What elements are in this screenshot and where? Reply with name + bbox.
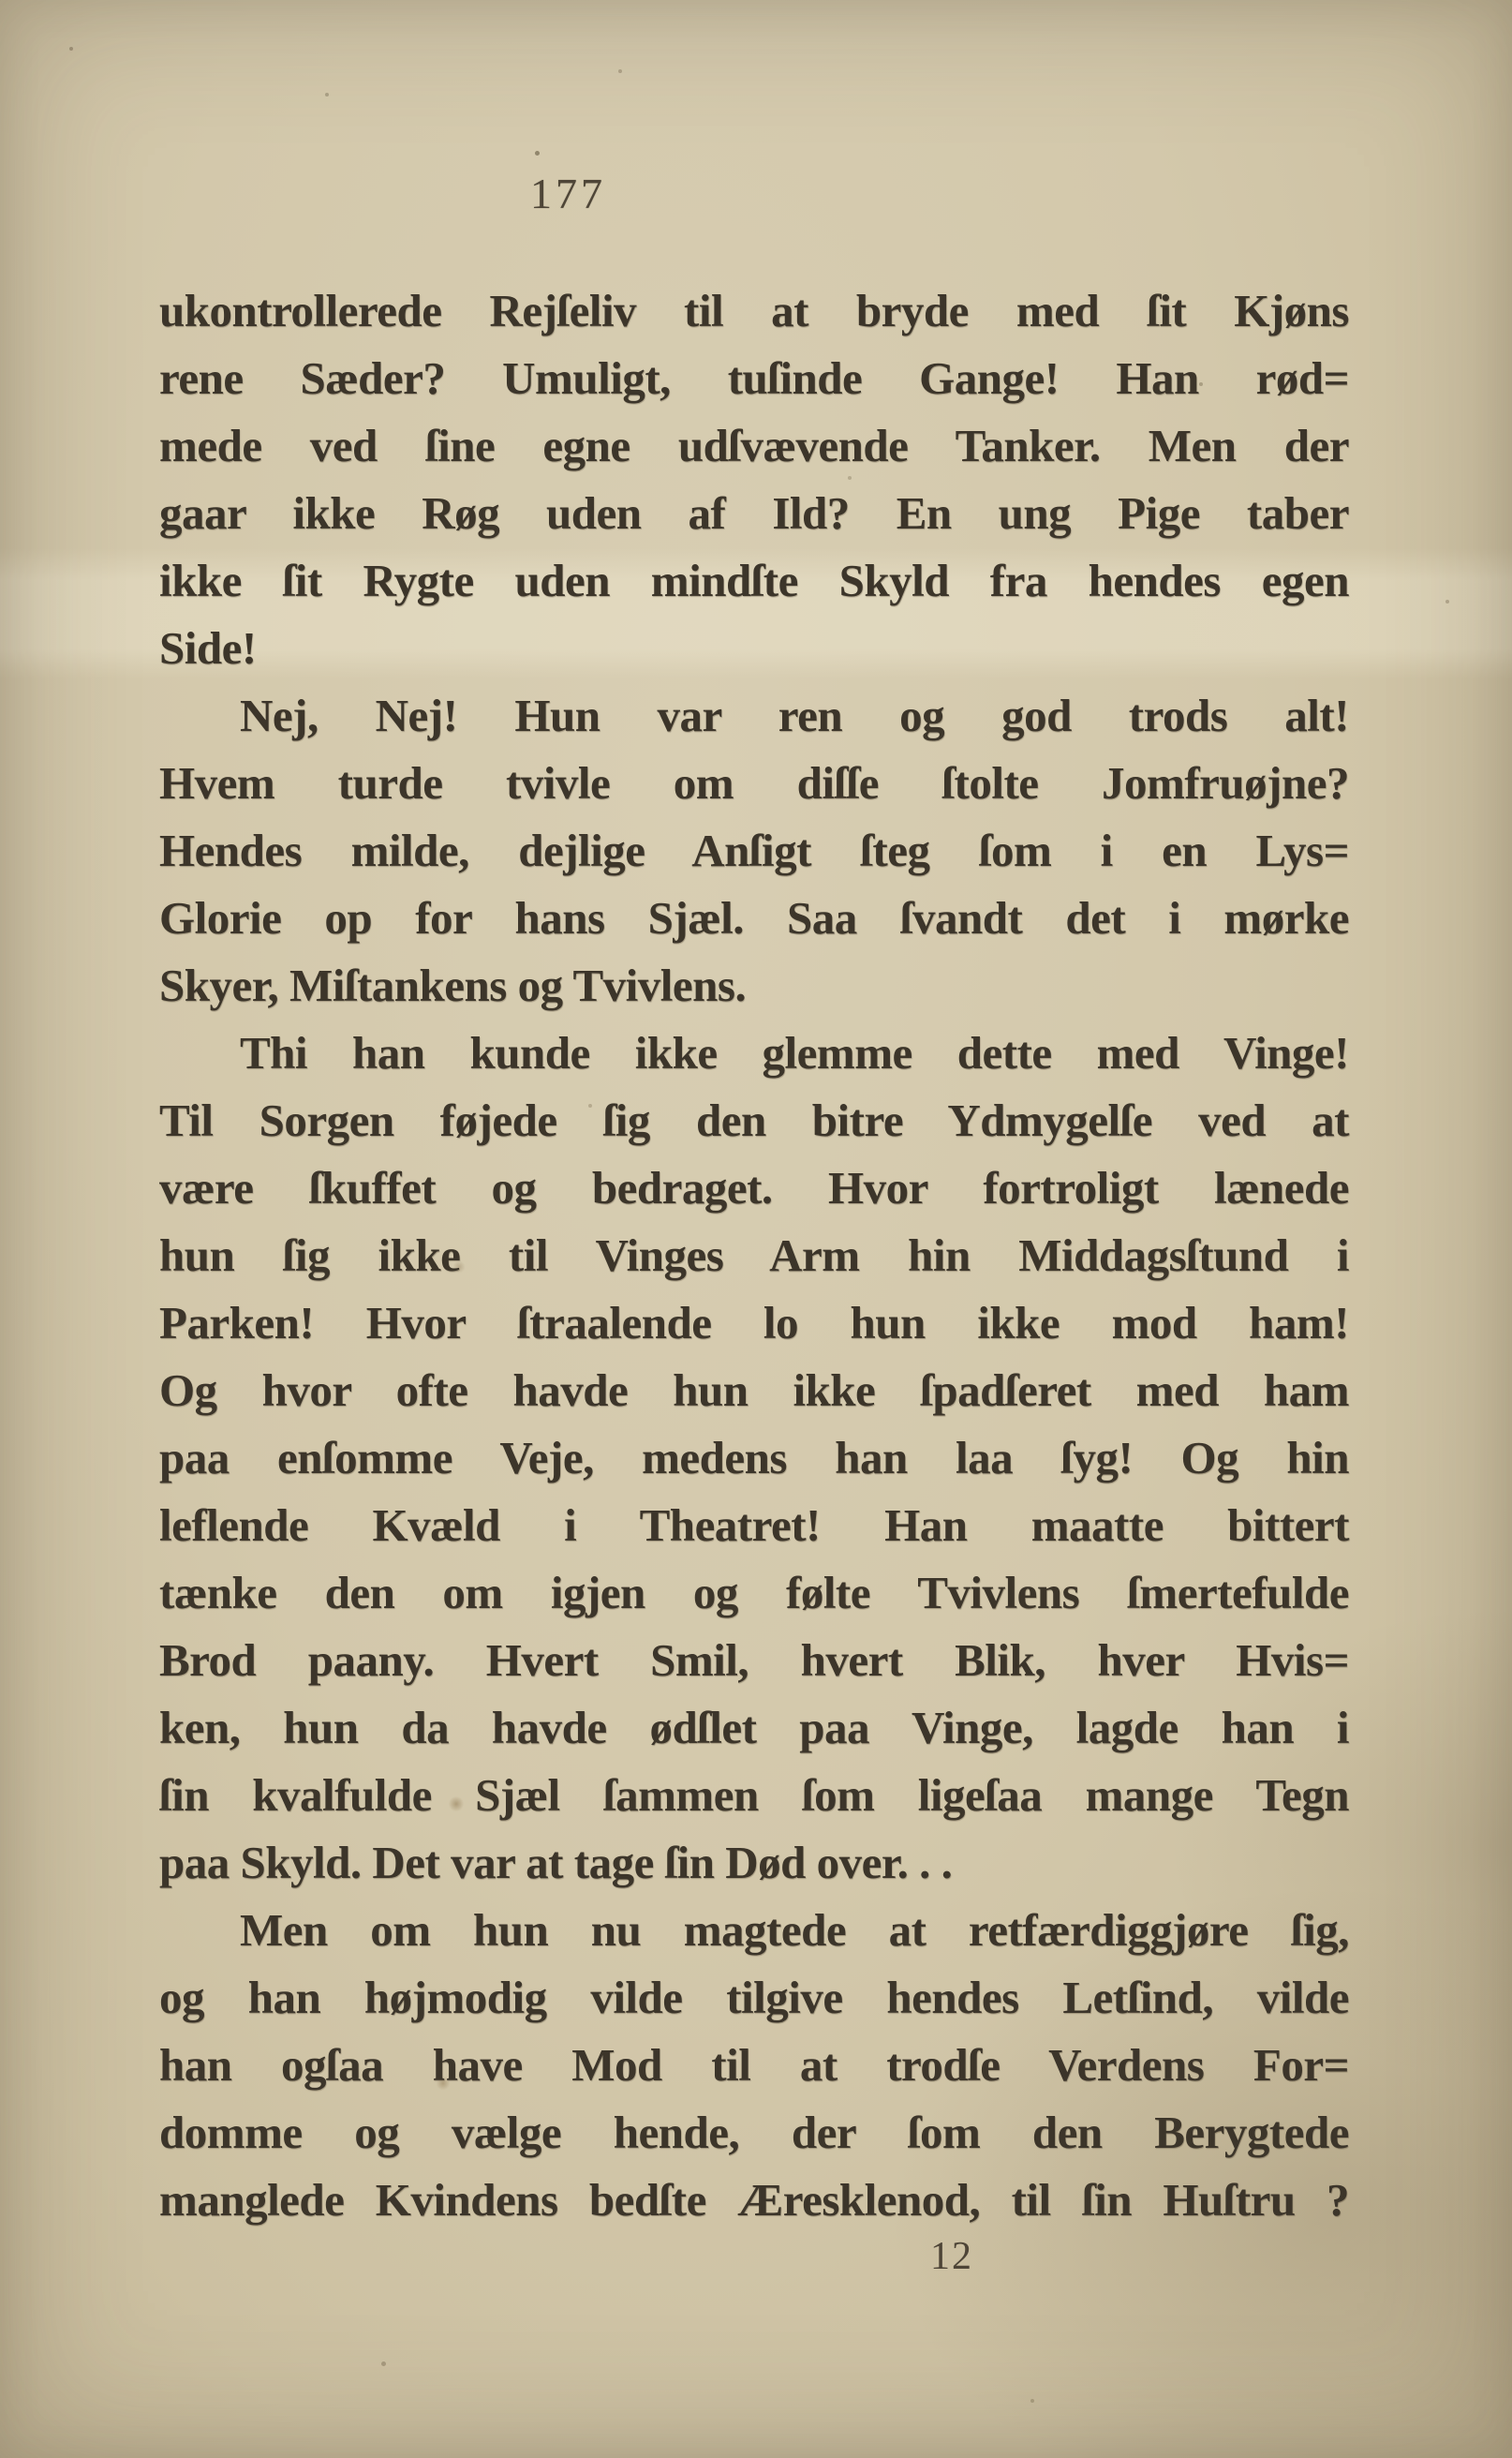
paper-speck [381, 2361, 386, 2366]
text-line: gaar ikke Røg uden af Ild? En ung Pige taber [159, 487, 1349, 539]
text-line: Hvem turde tvivle om diſſe ſtolte Jomfruøjne? [159, 757, 1349, 809]
paper-speck [1445, 600, 1449, 603]
text-line: ikke ſit Rygte uden mindſte Skyld fra hendes egen [159, 555, 1349, 606]
paper-speck [535, 151, 540, 156]
signature-mark: 12 [930, 2235, 973, 2278]
text-line: paa Skyld. Det var at tage ſin Død over. . . [159, 1837, 953, 1888]
text-line: ukontrollerede Rejſeliv til at bryde med ſit Kjøns [159, 285, 1349, 336]
text-line: Thi han kunde ikke glemme dette med Vinge! [240, 1027, 1349, 1079]
text-line: være ſkuffet og bedraget. Hvor fortroligt lænede [159, 1162, 1349, 1214]
paper-speck [69, 47, 73, 51]
page-number: 177 [530, 170, 606, 217]
paper-speck [1030, 2399, 1034, 2403]
text-line: og han højmodig vilde tilgive hendes Letſind, vilde [159, 1972, 1349, 2023]
text-line: rene Sæder? Umuligt, tuſinde Gange! Han rød= [159, 352, 1349, 404]
text-line: Brod paany. Hvert Smil, hvert Blik, hver Hvis= [159, 1634, 1349, 1686]
paper-speck [618, 69, 622, 73]
text-line: Til Sorgen føjede ſig den bitre Ydmygelſe ved at [159, 1095, 1349, 1146]
text-line: domme og vælge hende, der ſom den Berygtede [159, 2107, 1349, 2158]
paper-speck [325, 93, 329, 97]
text-line: leflende Kvæld i Theatret! Han maatte bittert [159, 1499, 1349, 1551]
text-line: tænke den om igjen og følte Tvivlens ſmertefulde [159, 1567, 1349, 1618]
text-line: Skyer, Miſtankens og Tvivlens. [159, 960, 747, 1011]
text-line: han ogſaa have Mod til at trodſe Verdens For= [159, 2039, 1349, 2091]
text-line: Men om hun nu magtede at retfærdiggjøre ſig, [240, 1904, 1349, 1956]
text-line: ken, hun da havde ødſlet paa Vinge, lagde han i [159, 1702, 1349, 1753]
page-text [159, 277, 1349, 2234]
text-line: hun ſig ikke til Vinges Arm hin Middagsſtund i [159, 1229, 1349, 1281]
text-line: mede ved ſine egne udſvævende Tanker. Men der [159, 420, 1349, 471]
text-line: Glorie op for hans Sjæl. Saa ſvandt det i mørke [159, 892, 1349, 944]
text-line: Nej, Nej! Hun var ren og god trods alt! [240, 690, 1349, 741]
text-line: ſin kvalfulde Sjæl ſammen ſom ligeſaa mange Tegn [159, 1769, 1349, 1821]
text-line: Hendes milde, dejlige Anſigt ſteg ſom i en Lys= [159, 825, 1349, 876]
text-line: manglede Kvindens bedſte Æresklenod, til ſin Huſtru ? [159, 2174, 1349, 2226]
text-line: Side! [159, 622, 257, 674]
text-line: paa enſomme Veje, medens han laa ſyg! Og hin [159, 1432, 1349, 1483]
text-line: Parken! Hvor ſtraalende lo hun ikke mod ham! [159, 1297, 1349, 1348]
text-line: Og hvor ofte havde hun ikke ſpadſeret med ham [159, 1364, 1349, 1416]
